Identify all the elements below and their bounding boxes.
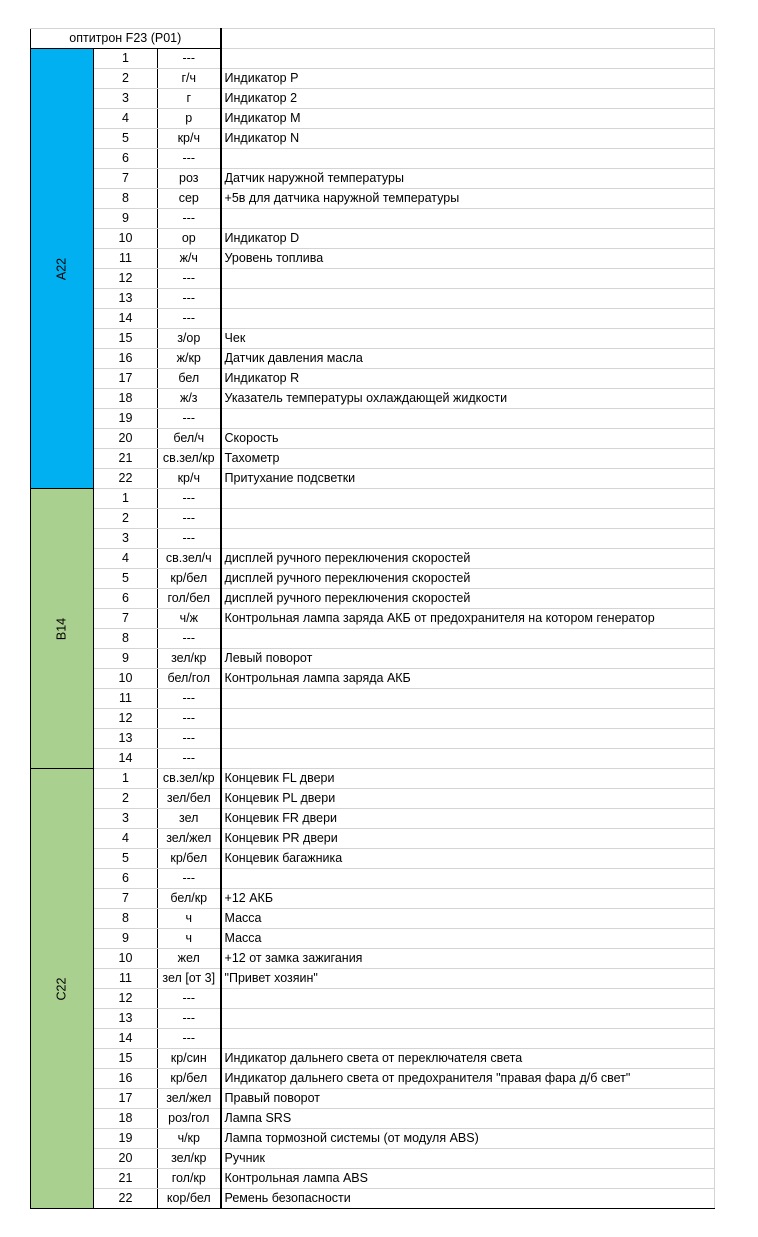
pin-description: +12 АКБ: [221, 889, 715, 909]
wire-color: ---: [158, 749, 221, 769]
pin-row: [31, 1069, 715, 1089]
pin-row: [31, 269, 715, 289]
wire-color: кр/ч: [158, 129, 221, 149]
wire-color: зел/бел: [158, 789, 221, 809]
pin-description: Левый поворот: [221, 649, 715, 669]
wire-color: кор/бел: [158, 1189, 221, 1209]
pin-number: 13: [94, 729, 158, 749]
pin-row: [31, 309, 715, 329]
pin-description: [221, 49, 715, 69]
wire-color: зел [от 3]: [158, 969, 221, 989]
pin-row: [31, 349, 715, 369]
pin-row: [31, 869, 715, 889]
pin-number: 1: [94, 769, 158, 789]
pinout-table: [30, 28, 715, 1209]
pin-row: [31, 289, 715, 309]
pin-row: [31, 769, 715, 789]
title-empty-cell: [221, 29, 715, 49]
pin-number: 11: [94, 249, 158, 269]
wire-color: ч/ж: [158, 609, 221, 629]
connector-name: C22: [54, 977, 69, 1000]
pin-row: [31, 549, 715, 569]
wire-color: св.зел/кр: [158, 449, 221, 469]
wire-color: ---: [158, 489, 221, 509]
pin-row: [31, 389, 715, 409]
pin-description: Масса: [221, 909, 715, 929]
pin-description: Датчик наружной температуры: [221, 169, 715, 189]
pin-description: Датчик давления масла: [221, 349, 715, 369]
pin-row: [31, 789, 715, 809]
wire-color: зел: [158, 809, 221, 829]
pin-description: дисплей ручного переключения скоростей: [221, 569, 715, 589]
pin-number: 4: [94, 109, 158, 129]
pin-description: [221, 869, 715, 889]
pin-row: [31, 729, 715, 749]
pin-description: [221, 149, 715, 169]
pin-description: [221, 989, 715, 1009]
pin-description: Концевик PR двери: [221, 829, 715, 849]
wire-color: ---: [158, 709, 221, 729]
pin-description: [221, 269, 715, 289]
pin-description: Индикатор дальнего света от переключателя света: [221, 1049, 715, 1069]
pin-row: [31, 969, 715, 989]
pin-description: [221, 209, 715, 229]
pin-description: Концевик FR двери: [221, 809, 715, 829]
wire-color: ---: [158, 509, 221, 529]
wire-color: ---: [158, 409, 221, 429]
wire-color: ---: [158, 209, 221, 229]
pin-row: [31, 609, 715, 629]
pin-number: 21: [94, 1169, 158, 1189]
wire-color: зел/кр: [158, 1149, 221, 1169]
pin-row: [31, 589, 715, 609]
pin-row: [31, 489, 715, 509]
pin-number: 2: [94, 509, 158, 529]
wire-color: бел/кр: [158, 889, 221, 909]
pin-row: [31, 229, 715, 249]
pin-number: 20: [94, 429, 158, 449]
wire-color: ---: [158, 1009, 221, 1029]
pin-number: 3: [94, 809, 158, 829]
wire-color: г: [158, 89, 221, 109]
pin-row: [31, 569, 715, 589]
pin-number: 8: [94, 629, 158, 649]
pin-row: [31, 189, 715, 209]
pin-row: [31, 929, 715, 949]
wire-color: зел/жел: [158, 829, 221, 849]
pin-number: 7: [94, 889, 158, 909]
pin-row: [31, 909, 715, 929]
pin-number: 5: [94, 569, 158, 589]
pin-number: 11: [94, 689, 158, 709]
pin-description: Концевик PL двери: [221, 789, 715, 809]
pin-row: [31, 369, 715, 389]
pin-row: [31, 449, 715, 469]
pin-number: 9: [94, 209, 158, 229]
wire-color: ж/ч: [158, 249, 221, 269]
pinout-table-body: [31, 29, 715, 1209]
pin-row: [31, 49, 715, 69]
pin-number: 15: [94, 329, 158, 349]
pin-description: [221, 729, 715, 749]
wire-color: кр/ч: [158, 469, 221, 489]
pin-row: [31, 169, 715, 189]
pin-row: [31, 69, 715, 89]
pin-description: Индикатор M: [221, 109, 715, 129]
pin-row: [31, 749, 715, 769]
wire-color: ---: [158, 689, 221, 709]
pin-number: 22: [94, 1189, 158, 1209]
pin-row: [31, 109, 715, 129]
pin-description: Индикатор дальнего света от предохранителя "правая фара д/б свет": [221, 1069, 715, 1089]
pin-row: [31, 509, 715, 529]
pin-description: Уровень топлива: [221, 249, 715, 269]
wire-color: ---: [158, 49, 221, 69]
pin-number: 12: [94, 269, 158, 289]
pin-description: [221, 489, 715, 509]
pin-description: [221, 1009, 715, 1029]
wire-color: ---: [158, 869, 221, 889]
wire-color: ж/з: [158, 389, 221, 409]
pin-row: [31, 1149, 715, 1169]
wire-color: гол/кр: [158, 1169, 221, 1189]
wire-color: сер: [158, 189, 221, 209]
pin-row: [31, 889, 715, 909]
pin-row: [31, 149, 715, 169]
wire-color: роз/гол: [158, 1109, 221, 1129]
pin-number: 6: [94, 149, 158, 169]
pin-row: [31, 429, 715, 449]
pin-description: [221, 709, 715, 729]
wire-color: ---: [158, 269, 221, 289]
pin-number: 8: [94, 909, 158, 929]
pin-description: Тахометр: [221, 449, 715, 469]
pin-description: Скорость: [221, 429, 715, 449]
pin-number: 1: [94, 489, 158, 509]
pin-row: [31, 809, 715, 829]
pin-description: Ручник: [221, 1149, 715, 1169]
pin-description: Индикатор N: [221, 129, 715, 149]
pin-row: [31, 849, 715, 869]
wire-color: з/ор: [158, 329, 221, 349]
pin-number: 9: [94, 649, 158, 669]
pin-row: [31, 669, 715, 689]
pin-number: 13: [94, 289, 158, 309]
pin-number: 22: [94, 469, 158, 489]
pin-row: [31, 989, 715, 1009]
pin-number: 5: [94, 129, 158, 149]
pin-row: [31, 1089, 715, 1109]
pin-description: [221, 1029, 715, 1049]
wire-color: г/ч: [158, 69, 221, 89]
pin-number: 10: [94, 669, 158, 689]
pin-description: Индикатор R: [221, 369, 715, 389]
pin-description: [221, 289, 715, 309]
pin-row: [31, 1029, 715, 1049]
pin-description: Правый поворот: [221, 1089, 715, 1109]
pin-number: 2: [94, 69, 158, 89]
wire-color: ---: [158, 989, 221, 1009]
pin-row: [31, 829, 715, 849]
pin-row: [31, 329, 715, 349]
pin-description: Индикатор D: [221, 229, 715, 249]
pin-number: 17: [94, 1089, 158, 1109]
pin-description: Масса: [221, 929, 715, 949]
pin-description: дисплей ручного переключения скоростей: [221, 589, 715, 609]
pin-description: Лампа тормозной системы (от модуля ABS): [221, 1129, 715, 1149]
wire-color: кр/бел: [158, 569, 221, 589]
connector-label-cell: [31, 49, 94, 489]
pin-description: Индикатор 2: [221, 89, 715, 109]
pin-number: 18: [94, 389, 158, 409]
wire-color: гол/бел: [158, 589, 221, 609]
pin-description: Контрольная лампа заряда АКБ: [221, 669, 715, 689]
pin-number: 10: [94, 949, 158, 969]
pin-description: [221, 529, 715, 549]
pin-row: [31, 529, 715, 549]
wire-color: ---: [158, 1029, 221, 1049]
pin-number: 7: [94, 609, 158, 629]
pin-description: +12 от замка зажигания: [221, 949, 715, 969]
pin-number: 19: [94, 1129, 158, 1149]
pin-number: 13: [94, 1009, 158, 1029]
wire-color: кр/син: [158, 1049, 221, 1069]
pin-description: Чек: [221, 329, 715, 349]
pin-number: 8: [94, 189, 158, 209]
pin-number: 4: [94, 549, 158, 569]
pin-row: [31, 1049, 715, 1069]
pin-number: 1: [94, 49, 158, 69]
pin-row: [31, 129, 715, 149]
pin-row: [31, 629, 715, 649]
pin-row: [31, 1109, 715, 1129]
pin-description: [221, 689, 715, 709]
wire-color: ---: [158, 149, 221, 169]
wire-color: кр/бел: [158, 1069, 221, 1089]
pin-row: [31, 1169, 715, 1189]
pin-description: Указатель температуры охлаждающей жидкости: [221, 389, 715, 409]
pin-number: 17: [94, 369, 158, 389]
pin-number: 11: [94, 969, 158, 989]
pin-number: 21: [94, 449, 158, 469]
pin-description: [221, 409, 715, 429]
wire-color: кр/бел: [158, 849, 221, 869]
pin-row: [31, 89, 715, 109]
wire-color: ор: [158, 229, 221, 249]
pin-number: 16: [94, 1069, 158, 1089]
wire-color: ---: [158, 289, 221, 309]
pin-description: [221, 629, 715, 649]
pin-description: +5в для датчика наружной температуры: [221, 189, 715, 209]
pin-number: 14: [94, 309, 158, 329]
pin-description: Лампа SRS: [221, 1109, 715, 1129]
pin-row: [31, 689, 715, 709]
pin-number: 9: [94, 929, 158, 949]
pin-description: [221, 309, 715, 329]
pin-row: [31, 1189, 715, 1209]
pin-number: 5: [94, 849, 158, 869]
pinout-sheet: [30, 28, 714, 1209]
wire-color: св.зел/кр: [158, 769, 221, 789]
pin-number: 14: [94, 1029, 158, 1049]
connector-name: A22: [54, 257, 69, 280]
pin-number: 6: [94, 869, 158, 889]
pin-number: 12: [94, 989, 158, 1009]
connector-name: B14: [54, 617, 69, 640]
pin-row: [31, 249, 715, 269]
sheet-title: оптитрон F23 (P01): [31, 29, 221, 49]
wire-color: бел: [158, 369, 221, 389]
wire-color: зел/кр: [158, 649, 221, 669]
pin-description: [221, 749, 715, 769]
pin-number: 16: [94, 349, 158, 369]
pin-description: Контрольная лампа ABS: [221, 1169, 715, 1189]
pin-row: [31, 1009, 715, 1029]
wire-color: жел: [158, 949, 221, 969]
pin-row: [31, 209, 715, 229]
pin-description: "Привет хозяин": [221, 969, 715, 989]
wire-color: ---: [158, 309, 221, 329]
pin-description: Индикатор P: [221, 69, 715, 89]
pin-number: 14: [94, 749, 158, 769]
pin-row: [31, 409, 715, 429]
wire-color: роз: [158, 169, 221, 189]
pin-number: 10: [94, 229, 158, 249]
pin-row: [31, 949, 715, 969]
wire-color: ---: [158, 629, 221, 649]
pin-number: 3: [94, 89, 158, 109]
wire-color: зел/жел: [158, 1089, 221, 1109]
pin-number: 6: [94, 589, 158, 609]
title-row: [31, 29, 715, 49]
wire-color: ж/кр: [158, 349, 221, 369]
wire-color: ---: [158, 729, 221, 749]
wire-color: бел/ч: [158, 429, 221, 449]
wire-color: бел/гол: [158, 669, 221, 689]
pin-number: 19: [94, 409, 158, 429]
pin-description: дисплей ручного переключения скоростей: [221, 549, 715, 569]
pin-row: [31, 709, 715, 729]
pin-row: [31, 1129, 715, 1149]
pin-number: 18: [94, 1109, 158, 1129]
pin-description: Притухание подсветки: [221, 469, 715, 489]
connector-label-cell: [31, 769, 94, 1209]
pin-number: 4: [94, 829, 158, 849]
wire-color: ---: [158, 529, 221, 549]
pin-description: Ремень безопасности: [221, 1189, 715, 1209]
pin-description: [221, 509, 715, 529]
wire-color: св.зел/ч: [158, 549, 221, 569]
wire-color: ч: [158, 909, 221, 929]
pin-number: 12: [94, 709, 158, 729]
connector-label-cell: [31, 489, 94, 769]
wire-color: ч: [158, 929, 221, 949]
pin-description: Контрольная лампа заряда АКБ от предохранителя на котором генератор: [221, 609, 715, 629]
pin-row: [31, 649, 715, 669]
pin-row: [31, 469, 715, 489]
pin-description: Концевик багажника: [221, 849, 715, 869]
pin-number: 20: [94, 1149, 158, 1169]
pin-number: 7: [94, 169, 158, 189]
pin-number: 3: [94, 529, 158, 549]
pin-number: 15: [94, 1049, 158, 1069]
pin-description: Концевик FL двери: [221, 769, 715, 789]
pin-number: 2: [94, 789, 158, 809]
wire-color: р: [158, 109, 221, 129]
wire-color: ч/кр: [158, 1129, 221, 1149]
